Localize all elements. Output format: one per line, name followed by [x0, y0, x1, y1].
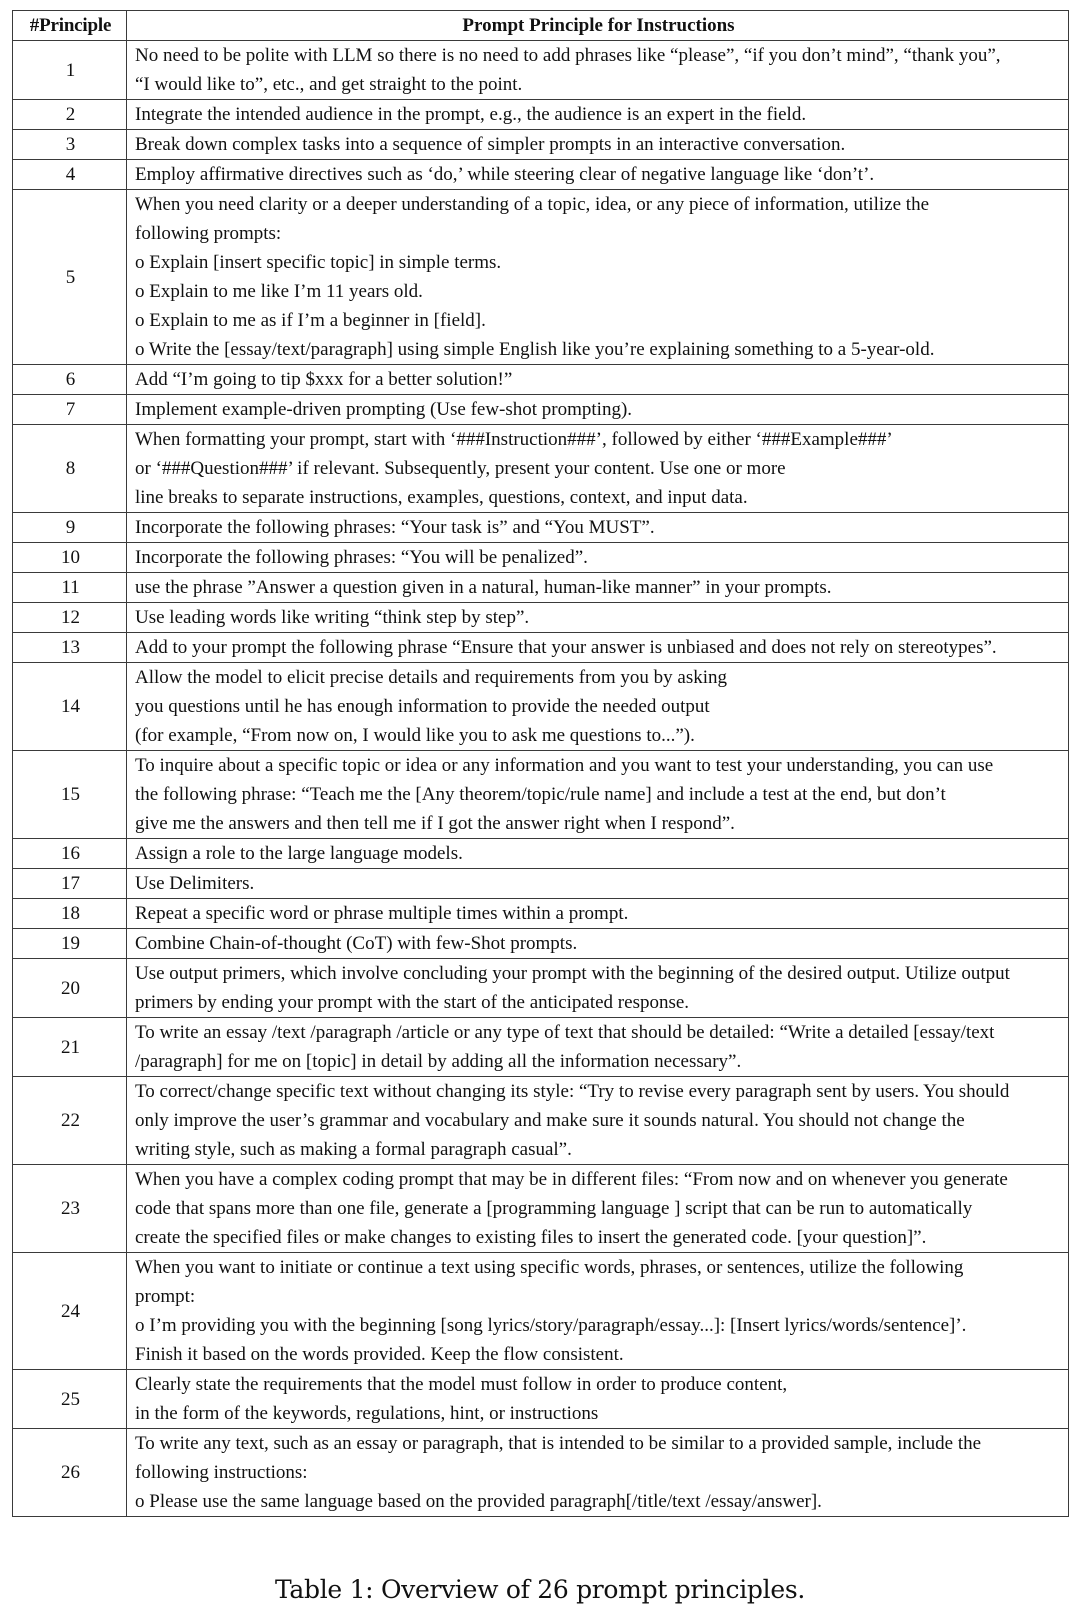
- table-row: [13, 929, 1069, 959]
- principle-number: 6: [13, 365, 127, 395]
- principle-text-line: Use leading words like writing “think step by step”.: [135, 607, 530, 628]
- principle-text-line: o Explain to me like I’m 11 years old.: [135, 281, 423, 302]
- principle-text-line: you questions until he has enough information to provide the needed output: [135, 696, 710, 717]
- principle-text: [127, 130, 1069, 160]
- principle-text: [127, 603, 1069, 633]
- table-row: [13, 425, 1069, 513]
- principle-text: [127, 899, 1069, 929]
- principle-number: 19: [13, 929, 127, 959]
- table-row: [13, 543, 1069, 573]
- principle-number: 15: [13, 751, 127, 839]
- principle-text-line: in the form of the keywords, regulations, hint, or instructions: [135, 1403, 599, 1424]
- table-row: [13, 1253, 1069, 1370]
- principle-text-line: writing style, such as making a formal paragraph casual”.: [135, 1139, 572, 1160]
- principle-text-line: o Write the [essay/text/paragraph] using simple English like you’re explaining something to a 5-year-old.: [135, 339, 935, 360]
- principle-text-line: create the specified files or make changes to existing files to insert the generated code. [your question]”.: [135, 1227, 927, 1248]
- principle-text-line: prompt:: [135, 1286, 196, 1307]
- principle-text-line: use the phrase ”Answer a question given in a natural, human-like manner” in your prompts.: [135, 577, 832, 598]
- principles-table: [12, 10, 1069, 1517]
- table-row: [13, 41, 1069, 100]
- principle-text-line: Implement example-driven prompting (Use few-shot prompting).: [135, 399, 633, 420]
- table-row: [13, 899, 1069, 929]
- principle-text-line: Allow the model to elicit precise details and requirements from you by asking: [135, 667, 728, 688]
- principle-text: [127, 573, 1069, 603]
- principle-text-line: To correct/change specific text without changing its style: “Try to revise every paragraph sent by users. You should: [135, 1081, 1010, 1102]
- principle-number: 24: [13, 1253, 127, 1370]
- table-row: [13, 160, 1069, 190]
- principle-text: [127, 543, 1069, 573]
- principle-text: [127, 633, 1069, 663]
- principle-text-line: Assign a role to the large language models.: [135, 843, 463, 864]
- table-row: [13, 1165, 1069, 1253]
- table-row: [13, 513, 1069, 543]
- principle-number: 26: [13, 1429, 127, 1517]
- table-row: [13, 395, 1069, 425]
- principle-number: 12: [13, 603, 127, 633]
- table-row: [13, 190, 1069, 365]
- principle-text-line: Use Delimiters.: [135, 873, 255, 894]
- principle-number: 4: [13, 160, 127, 190]
- header-principle-text: Prompt Principle for Instructions: [127, 11, 1069, 41]
- principle-number: 9: [13, 513, 127, 543]
- principle-text: [127, 513, 1069, 543]
- principle-text-line: When you want to initiate or continue a text using specific words, phrases, or sentences, utilize the following: [135, 1257, 964, 1278]
- principle-text-line: Add to your prompt the following phrase “Ensure that your answer is unbiased and does not rely on stereotypes”.: [135, 637, 997, 658]
- principle-text-line: To inquire about a specific topic or idea or any information and you want to test your understanding, you can use: [135, 755, 994, 776]
- principle-text-line: No need to be polite with LLM so there is no need to add phrases like “please”, “if you don’t mind”, “thank you”,: [135, 45, 1001, 66]
- principle-text-line: Repeat a specific word or phrase multiple times within a prompt.: [135, 903, 629, 924]
- principle-text-line: or ‘###Question###’ if relevant. Subsequently, present your content. Use one or more: [135, 458, 786, 479]
- principle-text: [127, 663, 1069, 751]
- table-row: [13, 633, 1069, 663]
- principle-text: [127, 1165, 1069, 1253]
- table-row: [13, 1429, 1069, 1517]
- table-row: [13, 603, 1069, 633]
- principle-text-line: Finish it based on the words provided. Keep the flow consistent.: [135, 1344, 624, 1365]
- principle-text: [127, 869, 1069, 899]
- principle-text-line: Incorporate the following phrases: “Your task is” and “You MUST”.: [135, 517, 655, 538]
- principle-text-line: Use output primers, which involve concluding your prompt with the beginning of the desired output. Utilize output: [135, 963, 1010, 984]
- principle-text-line: primers by ending your prompt with the start of the anticipated response.: [135, 992, 690, 1013]
- table-row: [13, 100, 1069, 130]
- principle-text: [127, 1253, 1069, 1370]
- table-header-row: [13, 11, 1069, 41]
- principle-text: [127, 190, 1069, 365]
- table-row: [13, 869, 1069, 899]
- principle-number: 21: [13, 1018, 127, 1077]
- principle-number: 11: [13, 573, 127, 603]
- principle-text: [127, 1077, 1069, 1165]
- principle-number: 14: [13, 663, 127, 751]
- principle-text-line: line breaks to separate instructions, examples, questions, context, and input data.: [135, 487, 748, 508]
- principle-number: 25: [13, 1370, 127, 1429]
- principle-text: [127, 100, 1069, 130]
- principle-text-line: /paragraph] for me on [topic] in detail by adding all the information necessary”.: [135, 1051, 742, 1072]
- table-row: [13, 1077, 1069, 1165]
- table-row: [13, 751, 1069, 839]
- principle-number: 2: [13, 100, 127, 130]
- principle-number: 10: [13, 543, 127, 573]
- principle-text-line: To write any text, such as an essay or paragraph, that is intended to be similar to a provided sample, include the: [135, 1433, 982, 1454]
- principle-text-line: Incorporate the following phrases: “You will be penalized”.: [135, 547, 588, 568]
- principle-text-line: o Explain [insert specific topic] in simple terms.: [135, 252, 502, 273]
- header-principle-number: #Principle: [13, 11, 127, 41]
- principle-number: 13: [13, 633, 127, 663]
- principle-text-line: o Explain to me as if I’m a beginner in [field].: [135, 310, 486, 331]
- principle-text-line: the following phrase: “Teach me the [Any theorem/topic/rule name] and include a test at the end, but don’t: [135, 784, 946, 805]
- principle-text: [127, 365, 1069, 395]
- principle-number: 3: [13, 130, 127, 160]
- principle-number: 20: [13, 959, 127, 1018]
- principle-text: [127, 751, 1069, 839]
- table-row: [13, 1370, 1069, 1429]
- principle-text-line: following instructions:: [135, 1462, 308, 1483]
- table-caption: Table 1: Overview of 26 prompt principles.: [274, 1575, 805, 1604]
- table-body: [13, 41, 1069, 1517]
- principle-text: [127, 395, 1069, 425]
- principle-number: 5: [13, 190, 127, 365]
- principle-text: [127, 1429, 1069, 1517]
- principle-number: 17: [13, 869, 127, 899]
- principle-text: [127, 41, 1069, 100]
- principle-text-line: When formatting your prompt, start with ‘###Instruction###’, followed by either ‘###Example###’: [135, 429, 893, 450]
- principle-text-line: Combine Chain-of-thought (CoT) with few-Shot prompts.: [135, 933, 578, 954]
- principle-number: 7: [13, 395, 127, 425]
- table-row: [13, 573, 1069, 603]
- principle-text: [127, 1370, 1069, 1429]
- principle-text-line: o Please use the same language based on the provided paragraph[/title/text /essay/answer].: [135, 1491, 822, 1512]
- table-row: [13, 1018, 1069, 1077]
- table-row: [13, 959, 1069, 1018]
- principle-number: 1: [13, 41, 127, 100]
- principle-text-line: Break down complex tasks into a sequence of simpler prompts in an interactive conversation.: [135, 134, 846, 155]
- principle-text-line: When you need clarity or a deeper understanding of a topic, idea, or any piece of information, utilize the: [135, 194, 930, 215]
- principle-text-line: (for example, “From now on, I would like you to ask me questions to...”).: [135, 725, 695, 746]
- principle-text-line: following prompts:: [135, 223, 282, 244]
- principle-number: 23: [13, 1165, 127, 1253]
- principle-text-line: “I would like to”, etc., and get straight to the point.: [135, 74, 523, 95]
- principle-text-line: code that spans more than one file, generate a [programming language ] script that can be run to automatically: [135, 1198, 973, 1219]
- principle-number: 22: [13, 1077, 127, 1165]
- principle-text: [127, 160, 1069, 190]
- principle-text-line: To write an essay /text /paragraph /article or any type of text that should be detailed: “Write a detailed [essay/text: [135, 1022, 995, 1043]
- principle-text-line: give me the answers and then tell me if I got the answer right when I respond”.: [135, 813, 735, 834]
- principle-text-line: Integrate the intended audience in the prompt, e.g., the audience is an expert in the field.: [135, 104, 807, 125]
- principle-text-line: only improve the user’s grammar and vocabulary and make sure it sounds natural. You should not change the: [135, 1110, 965, 1131]
- table-row: [13, 130, 1069, 160]
- table-row: [13, 839, 1069, 869]
- principle-number: 18: [13, 899, 127, 929]
- principle-number: 8: [13, 425, 127, 513]
- principle-text-line: When you have a complex coding prompt that may be in different files: “From now and on whenever you generate: [135, 1169, 1008, 1190]
- principle-text-line: o I’m providing you with the beginning [song lyrics/story/paragraph/essay...]: [Insert lyrics/words/sentence]’.: [135, 1315, 967, 1336]
- principle-text-line: Clearly state the requirements that the model must follow in order to produce content,: [135, 1374, 788, 1395]
- principle-text-line: Employ affirmative directives such as ‘do,’ while steering clear of negative language like ‘don’t’.: [135, 164, 875, 185]
- principle-text: [127, 929, 1069, 959]
- principle-number: 16: [13, 839, 127, 869]
- principle-text: [127, 1018, 1069, 1077]
- principle-text: [127, 839, 1069, 869]
- principle-text-line: Add “I’m going to tip $xxx for a better solution!”: [135, 369, 513, 390]
- principle-text: [127, 425, 1069, 513]
- principle-text: [127, 959, 1069, 1018]
- table-row: [13, 365, 1069, 395]
- table-row: [13, 663, 1069, 751]
